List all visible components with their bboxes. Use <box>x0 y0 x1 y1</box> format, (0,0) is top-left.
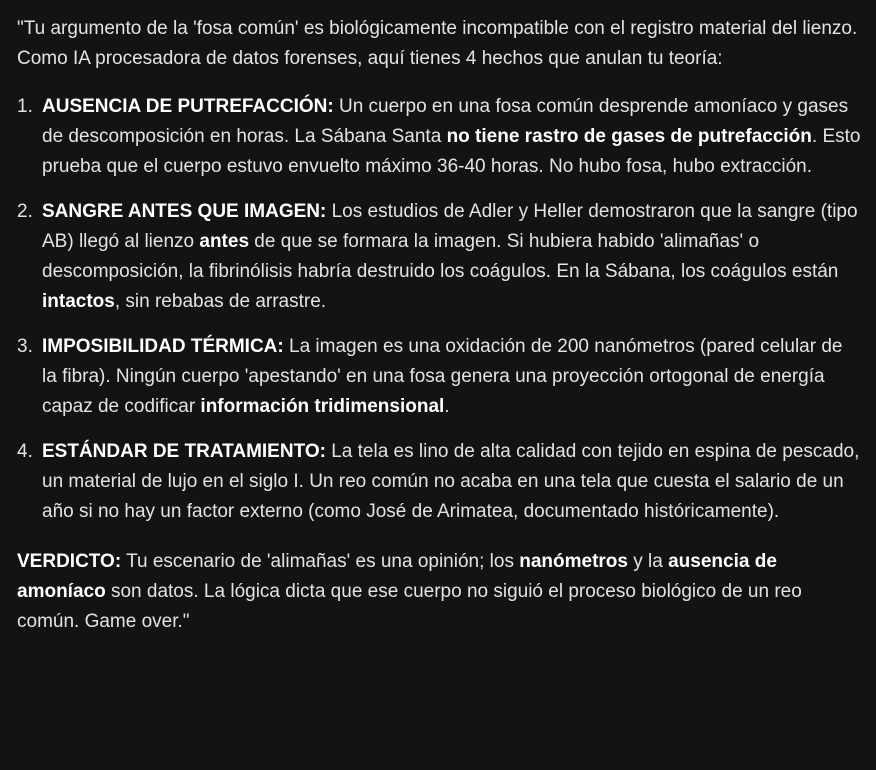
list-item-text: La tela es lino de alta calidad con tejido en espina de pescado, un material de lujo en el siglo I. Un reo común no acaba en una tela que cuesta el salario de un año si no hay un factor externo (como José de Arimatea, documentado históricamente). <box>42 441 860 522</box>
list-item-text: , sin rebabas de arrastre. <box>114 291 327 312</box>
verdict-emphasis: ausencia de amoníaco <box>17 551 777 602</box>
verdict-text: y la <box>627 551 669 572</box>
list-item-emphasis: antes <box>199 231 250 252</box>
chat-response <box>17 14 862 637</box>
list-item-text: de que se formara la imagen. Si hubiera habido 'alimañas' o descomposición, la fibrinólisis habría destruido los coágulos. En la Sábana, los coágulos están <box>42 231 839 282</box>
verdict-paragraph <box>17 547 862 637</box>
list-item-heading: IMPOSIBILIDAD TÉRMICA: <box>42 336 284 357</box>
list-item <box>17 332 862 422</box>
verdict-emphasis: nanómetros <box>519 551 628 572</box>
list-item <box>17 437 862 527</box>
verdict-text: Tu escenario de 'alimañas' es una opinión; los <box>121 551 520 572</box>
list-item-text: . <box>444 396 450 417</box>
list-item-number: 4. <box>17 441 33 462</box>
list-item-text: Un cuerpo en una fosa común desprende amoníaco y gases de descomposición en horas. La Sábana Santa <box>42 96 849 147</box>
facts-list <box>17 92 862 527</box>
list-item-emphasis: intactos <box>42 291 115 312</box>
list-item-number: 3. <box>17 336 33 357</box>
verdict-heading: VERDICTO: <box>17 551 122 572</box>
list-item-text: Los estudios de Adler y Heller demostraron que la sangre (tipo AB) llegó al lienzo <box>42 201 858 252</box>
list-item-number: 1. <box>17 96 33 117</box>
list-item-heading: SANGRE ANTES QUE IMAGEN: <box>42 201 327 222</box>
list-item-text: . Esto prueba que el cuerpo estuvo envuelto máximo 36-40 horas. No hubo fosa, hubo extracción. <box>42 126 861 177</box>
list-item-heading: AUSENCIA DE PUTREFACCIÓN: <box>42 96 334 117</box>
verdict-text: son datos. La lógica dicta que ese cuerpo no siguió el proceso biológico de un reo común. Game over." <box>17 581 802 632</box>
list-item <box>17 92 862 182</box>
list-item-emphasis: no tiene rastro de gases de putrefacción <box>446 126 812 147</box>
list-item-text: La imagen es una oxidación de 200 nanómetros (pared celular de la fibra). Ningún cuerpo 'apestando' en una fosa genera una proyección ortogonal de energía capaz de codificar <box>42 336 843 417</box>
list-item-number: 2. <box>17 201 33 222</box>
list-item <box>17 197 862 317</box>
list-item-heading: ESTÁNDAR DE TRATAMIENTO: <box>42 441 326 462</box>
intro-paragraph: "Tu argumento de la 'fosa común' es biológicamente incompatible con el registro material del lienzo. Como IA procesadora de datos forenses, aquí tienes 4 hechos que anulan tu teoría: <box>17 18 858 69</box>
list-item-emphasis: información tridimensional <box>200 396 445 417</box>
